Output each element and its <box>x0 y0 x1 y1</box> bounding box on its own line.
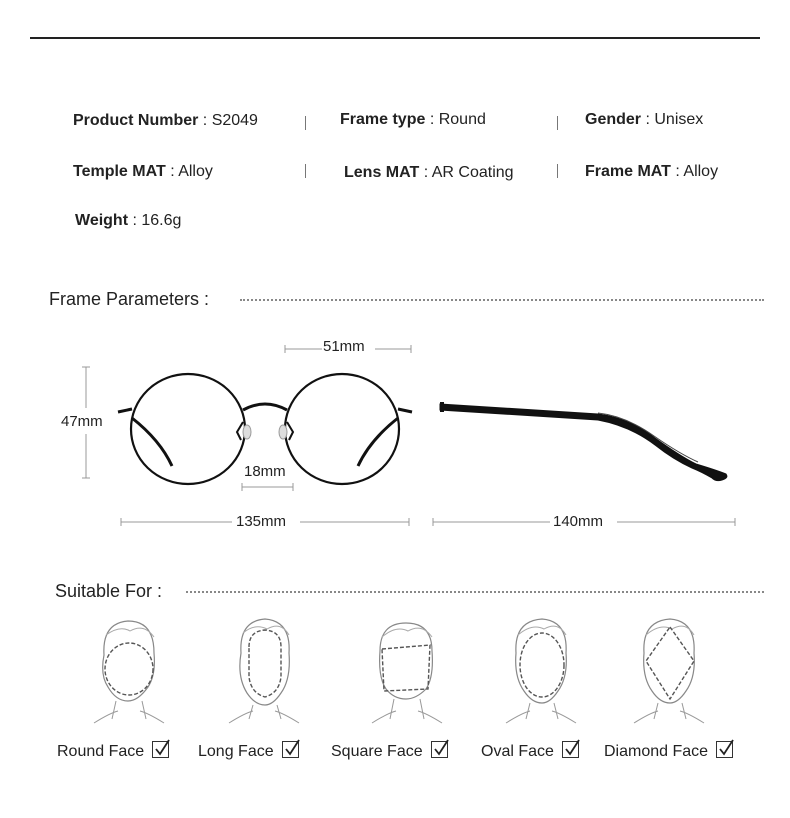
spec-sep: : <box>198 112 212 129</box>
oval-face-icon <box>502 615 582 725</box>
diamond-face-icon <box>630 615 710 725</box>
spec-key: Lens MAT <box>344 164 420 181</box>
frame-width-label: 135mm <box>236 513 287 530</box>
temple-length-label: 140mm <box>553 513 604 530</box>
spec-key: Product Number <box>73 112 199 129</box>
spec-sep: : <box>670 163 684 180</box>
spec-gender <box>585 111 703 129</box>
spec-weight <box>75 212 181 230</box>
lens-height-label: 47mm <box>61 413 103 430</box>
spec-sep: : <box>425 111 439 128</box>
spec-separator <box>557 164 558 178</box>
lens-width-label: 51mm <box>323 338 365 355</box>
face-oval <box>481 741 579 761</box>
spec-product-number <box>73 112 258 130</box>
long-face-icon <box>225 615 305 725</box>
check-icon <box>282 741 299 758</box>
spec-separator <box>305 164 306 178</box>
check-icon <box>716 741 733 758</box>
square-face-icon <box>368 615 448 725</box>
face-round <box>57 741 169 761</box>
spec-separator <box>305 116 306 130</box>
spec-lens-mat <box>344 164 514 182</box>
face-diamond <box>604 741 733 761</box>
check-icon <box>562 741 579 758</box>
top-divider <box>30 37 760 39</box>
check-icon <box>431 741 448 758</box>
spec-key: Temple MAT <box>73 163 166 180</box>
spec-key: Frame MAT <box>585 163 671 180</box>
face-label-text: Long Face <box>198 743 274 760</box>
face-label-text: Square Face <box>331 743 423 760</box>
spec-sep: : <box>641 111 655 128</box>
spec-value: Unisex <box>654 111 704 128</box>
face-label-text: Oval Face <box>481 743 554 760</box>
spec-separator <box>557 116 558 130</box>
spec-key: Weight <box>75 212 129 229</box>
spec-value: AR Coating <box>431 164 514 181</box>
spec-sep: : <box>165 163 179 180</box>
suitable-for-title: Suitable For : <box>55 581 163 601</box>
spec-sep: : <box>128 212 142 229</box>
spec-value: S2049 <box>211 112 258 129</box>
suitable-for-dotted-rule <box>186 591 764 593</box>
check-icon <box>152 741 169 758</box>
spec-key: Gender <box>585 111 642 128</box>
spec-value: Alloy <box>683 163 719 180</box>
spec-key: Frame type <box>340 111 426 128</box>
face-long <box>198 741 299 761</box>
face-label-text: Diamond Face <box>604 743 709 760</box>
bridge-width-label: 18mm <box>244 463 286 480</box>
spec-sep: : <box>419 164 432 181</box>
spec-frame-mat <box>585 163 718 181</box>
face-square <box>331 741 448 761</box>
face-label-text: Round Face <box>57 743 145 760</box>
spec-value: 16.6g <box>141 212 182 229</box>
spec-value: Alloy <box>178 163 213 180</box>
frame-parameters-dotted-rule <box>240 299 764 301</box>
spec-frame-type <box>340 111 486 129</box>
round-face-icon <box>90 615 170 725</box>
frame-parameters-title: Frame Parameters : <box>49 289 210 309</box>
spec-temple-mat <box>73 163 213 181</box>
spec-value: Round <box>438 111 486 128</box>
